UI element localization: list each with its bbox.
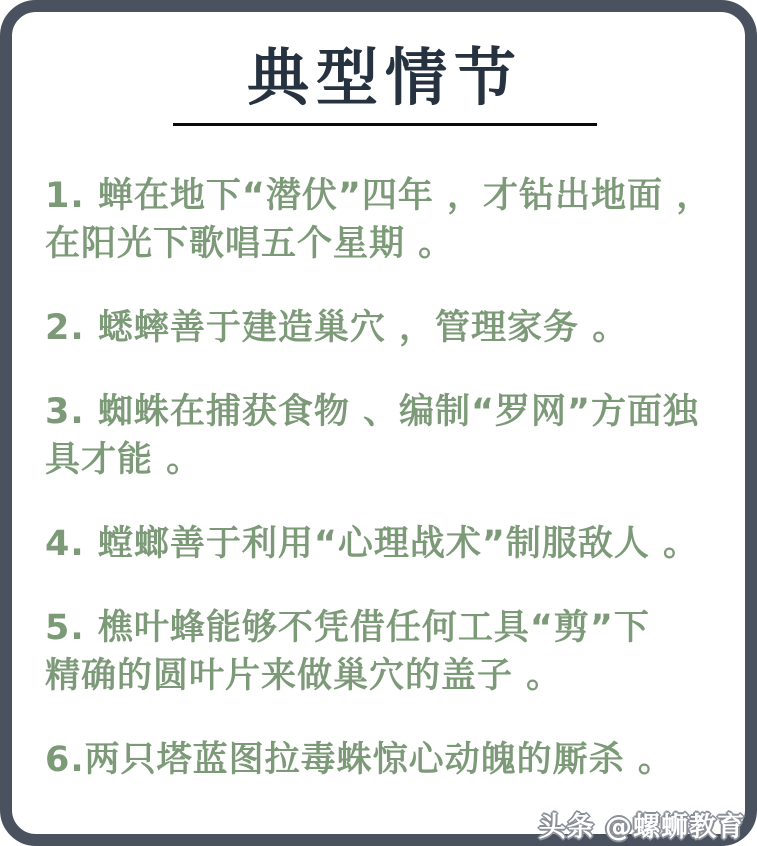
list-item-line: 4. 螳螂善于利用“心理战术”制服敌人 。	[45, 524, 700, 565]
watermark: 头条 @螺蛳教育	[538, 812, 745, 843]
title-underline	[173, 123, 597, 126]
list-item	[45, 304, 725, 352]
list-item	[45, 388, 725, 484]
list-item-line: 2. 蟋蟀善于建造巢穴 ，管理家务 。	[45, 308, 629, 349]
card-content	[12, 12, 745, 834]
plot-points-list	[45, 172, 725, 784]
list-item	[45, 520, 725, 568]
list-item-line: 精确的圆叶片来做巢穴的盖子 。	[45, 656, 563, 697]
list-item-line: 具才能 。	[45, 440, 203, 481]
list-item	[45, 604, 725, 700]
list-item-line: 1. 蝉在地下“潜伏”四年 ，才钻出地面 ，	[45, 176, 713, 217]
list-item	[45, 172, 725, 268]
list-item-line: 6.两只塔蓝图拉毒蛛惊心动魄的厮杀 。	[45, 740, 674, 781]
page-title: 典型情节	[246, 41, 523, 114]
list-item-line: 5. 樵叶蜂能够不凭借任何工具“剪”下	[45, 608, 650, 649]
list-item	[45, 736, 725, 784]
list-item-line: 3. 蜘蛛在捕获食物 、编制“罗网”方面独	[45, 392, 700, 433]
list-item-line: 在阳光下歌唱五个星期 。	[45, 224, 455, 265]
